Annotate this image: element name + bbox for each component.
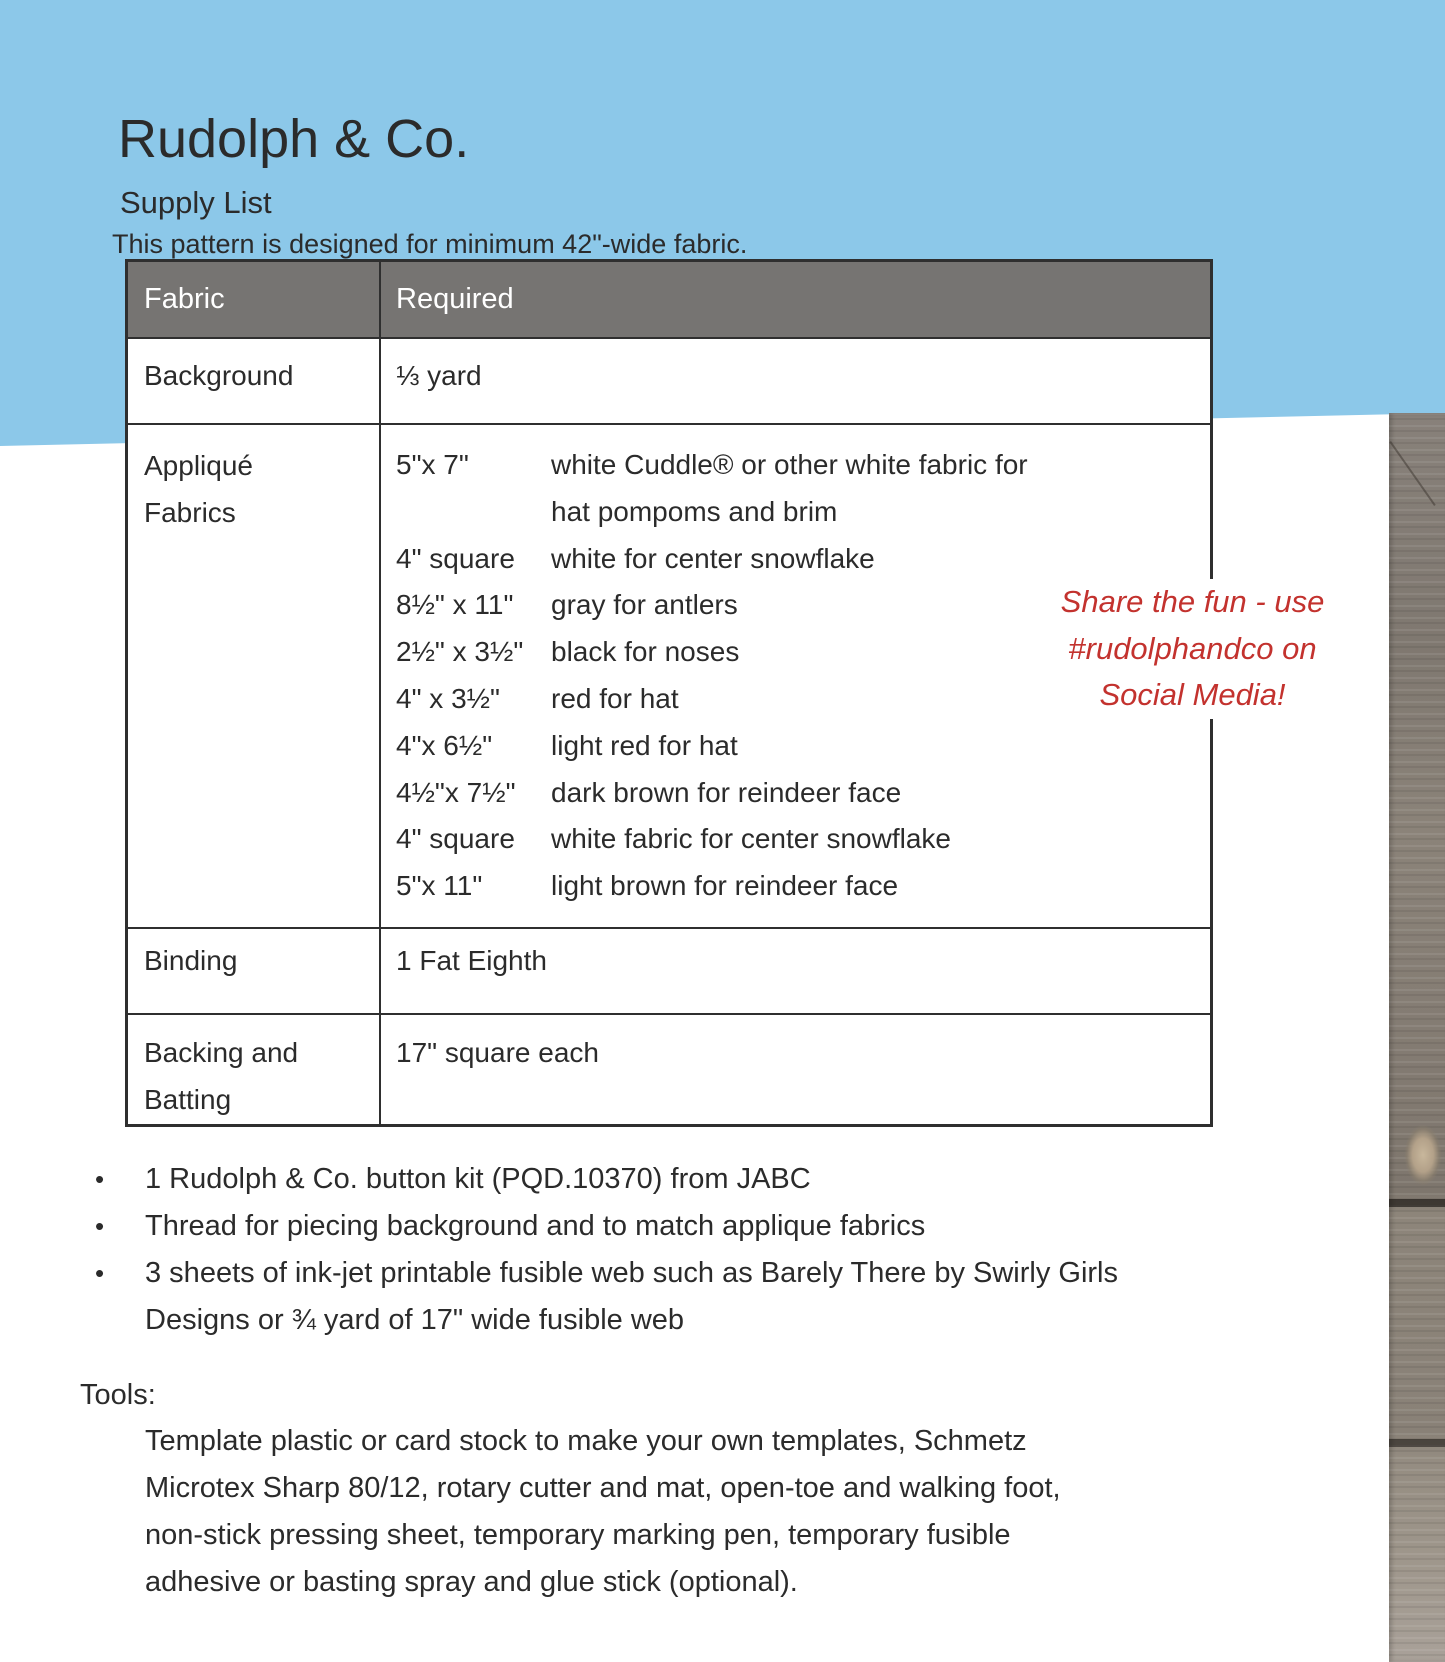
applique-item: [396, 582, 1028, 629]
item-size: 5"x 7": [396, 449, 469, 480]
social-note-line-2: #rudolphandco on: [1068, 630, 1317, 666]
applique-item: [396, 676, 1028, 723]
tools-line: Microtex Sharp 80/12, rotary cutter and mat, open-toe and walking foot,: [145, 1472, 1061, 1504]
social-media-note: [1020, 579, 1365, 719]
applique-label-line-1: Appliqué: [144, 450, 253, 481]
fabric-width-note: This pattern is designed for minimum 42"-wide fabric.: [112, 229, 748, 259]
table-column-divider: [379, 262, 381, 1124]
item-size: 4" square: [396, 823, 515, 855]
bullet-marker: •: [95, 1164, 105, 1194]
social-note-line-3: Social Media!: [1099, 677, 1286, 712]
binding-label: Binding: [144, 945, 238, 976]
wood-texture-strip: [1389, 413, 1445, 1662]
bullet-text: Designs or ¾ yard of 17" wide fusible web: [145, 1304, 685, 1336]
applique-item: [396, 723, 1028, 770]
applique-label-line-2: Fabrics: [144, 497, 236, 528]
item-size: 4" square: [396, 542, 515, 574]
item-desc: gray for antlers: [551, 589, 738, 621]
bullet-marker: •: [95, 1258, 105, 1288]
page-title: Rudolph & Co.: [118, 109, 470, 169]
table-row-binding: [128, 927, 1210, 1013]
applique-label: [144, 442, 253, 536]
bullet-text: 1 Rudolph & Co. button kit (PQD.10370) from JABC: [145, 1163, 811, 1195]
applique-item: [396, 816, 1028, 863]
item-desc: black for noses: [551, 636, 740, 668]
backing-label-line-2: Batting: [144, 1084, 232, 1115]
bullet-marker: •: [95, 1211, 105, 1241]
bullet-item: [95, 1203, 1118, 1250]
backing-label: [144, 1029, 298, 1123]
backing-label-line-1: Backing and: [144, 1037, 299, 1068]
tools-line: adhesive or basting spray and glue stick (optional).: [145, 1566, 798, 1598]
item-size: 4" x 3½": [396, 682, 500, 714]
tools-line: non-stick pressing sheet, temporary marking pen, temporary fusible: [145, 1519, 1011, 1551]
table-header-row: [128, 262, 1210, 337]
item-desc: white for center snowflake: [551, 542, 875, 574]
tools-paragraph: [145, 1418, 1061, 1606]
item-desc: dark brown for reindeer face: [551, 776, 902, 808]
applique-item-list: [396, 442, 1028, 910]
item-size: 8½" x 11": [396, 589, 514, 621]
item-desc: light brown for reindeer face: [551, 870, 899, 902]
applique-item: [396, 770, 1028, 817]
item-desc: white Cuddle® or other white fabric for: [551, 449, 1028, 480]
bullet-item: [95, 1156, 1118, 1203]
background-required-value: ⅓ yard: [396, 360, 482, 391]
table-row-background: [128, 337, 1210, 423]
item-desc: light red for hat: [551, 729, 738, 761]
applique-item: [396, 863, 1028, 910]
applique-item: [396, 536, 1028, 583]
social-note-line-1: Share the fun - use: [1060, 584, 1325, 619]
applique-item: [396, 629, 1028, 676]
backing-required-value: 17" square each: [396, 1037, 599, 1068]
item-desc: hat pompoms and brim: [551, 495, 838, 527]
page-subtitle: Supply List: [120, 185, 272, 220]
bullet-text: 3 sheets of ink-jet printable fusible web such as Barely There by Swirly Girls: [145, 1257, 1119, 1289]
item-size: 2½" x 3½": [396, 636, 524, 668]
bullet-item: [95, 1250, 1118, 1297]
item-size: 5"x 11": [396, 870, 483, 902]
tools-line: Template plastic or card stock to make your own templates, Schmetz: [145, 1425, 1027, 1457]
item-size: 4"x 6½": [396, 729, 493, 761]
table-row-backing-batting: [128, 1013, 1210, 1124]
table-header-required: Required: [396, 283, 514, 315]
item-desc: white fabric for center snowflake: [551, 823, 951, 855]
bullet-text: Thread for piecing background and to match applique fabrics: [145, 1210, 926, 1242]
item-desc: red for hat: [551, 682, 679, 714]
binding-required-value: 1 Fat Eighth: [396, 945, 547, 976]
supply-bullet-list: [95, 1156, 1118, 1344]
applique-item: [396, 442, 1028, 489]
table-header-fabric: Fabric: [144, 283, 225, 315]
applique-item: [396, 489, 1028, 536]
bullet-item-continuation: [95, 1297, 1118, 1344]
tools-label: Tools:: [80, 1379, 156, 1411]
background-label: Background: [144, 360, 294, 391]
item-size: 4½"x 7½": [396, 776, 516, 808]
